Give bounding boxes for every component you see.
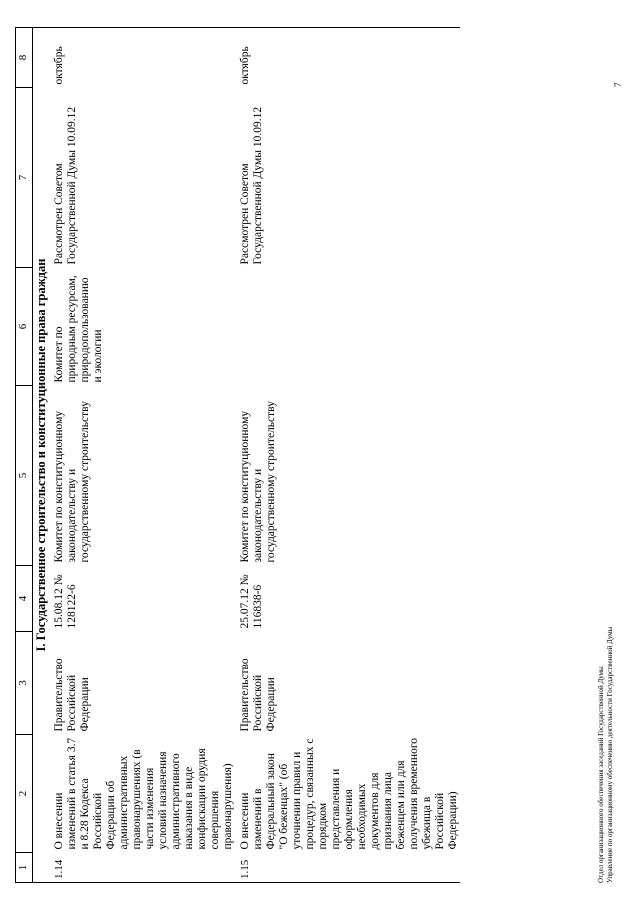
table-row (235, 28, 460, 883)
section-row (33, 28, 50, 883)
review-status: Рассмотрен Советом Государственной Думы 10.09.12 (239, 106, 264, 265)
co-executor-committee (235, 268, 460, 386)
planned-month: октябрь (235, 28, 460, 88)
column-number: 1 (16, 853, 33, 883)
responsible-committee: Комитет по конституционному законодательству и государственному строительству (239, 401, 277, 563)
registration: 25.07.12 № 116838-6 (239, 574, 264, 629)
footer (597, 627, 615, 883)
row-number: 1.14 (49, 853, 235, 883)
column-number: 6 (16, 268, 33, 386)
responsible-committee: Комитет по конституционному законодательству и государственному строительству (53, 401, 91, 563)
row-number: 1.15 (235, 853, 460, 883)
page-number: 7 (613, 82, 623, 87)
legislation-table (15, 27, 460, 883)
co-executor-committee: Комитет по природным ресурсам, природопользованию и экологии (53, 275, 104, 383)
column-number: 4 (16, 566, 33, 632)
initiator: Правительство Российской Федерации (239, 658, 277, 732)
footer-line: Управление по организационному обеспечению деятельности Государственной Думы (606, 626, 614, 883)
footer-line: Отдел организационного обеспечения заседаний Государственной Думы (597, 666, 605, 883)
planned-month: октябрь (49, 28, 235, 88)
table-row (49, 28, 235, 883)
column-number: 8 (16, 28, 33, 88)
review-status: Рассмотрен Советом Государственной Думы 10.09.12 (53, 106, 78, 265)
registration: 15.08.12 № 128122-6 (53, 574, 78, 629)
column-number: 7 (16, 88, 33, 268)
column-number: 2 (16, 735, 33, 853)
bill-title: О внесении изменений в статья 3.7 и 8.28 Кодекса Российской Федерации об административных правонарушениях (в части изменения условий назначения административного наказания в виде конфискации орудия совершения правонарушения) (53, 737, 234, 850)
initiator: Правительство Российской Федерации (53, 658, 91, 732)
section-title: I. Государственное строительство и конституционные права граждан (33, 28, 50, 883)
column-number: 5 (16, 386, 33, 566)
bill-title: О внесении изменений в Федеральный закон "О беженцах" (об уточнении правил и процедур, связанных с порядком представления и оформления необходимых документов для признания лица беженцем или для получения временного убежища в Российской Федерации) (239, 737, 459, 850)
column-number-row (16, 28, 33, 883)
column-number: 3 (16, 632, 33, 735)
